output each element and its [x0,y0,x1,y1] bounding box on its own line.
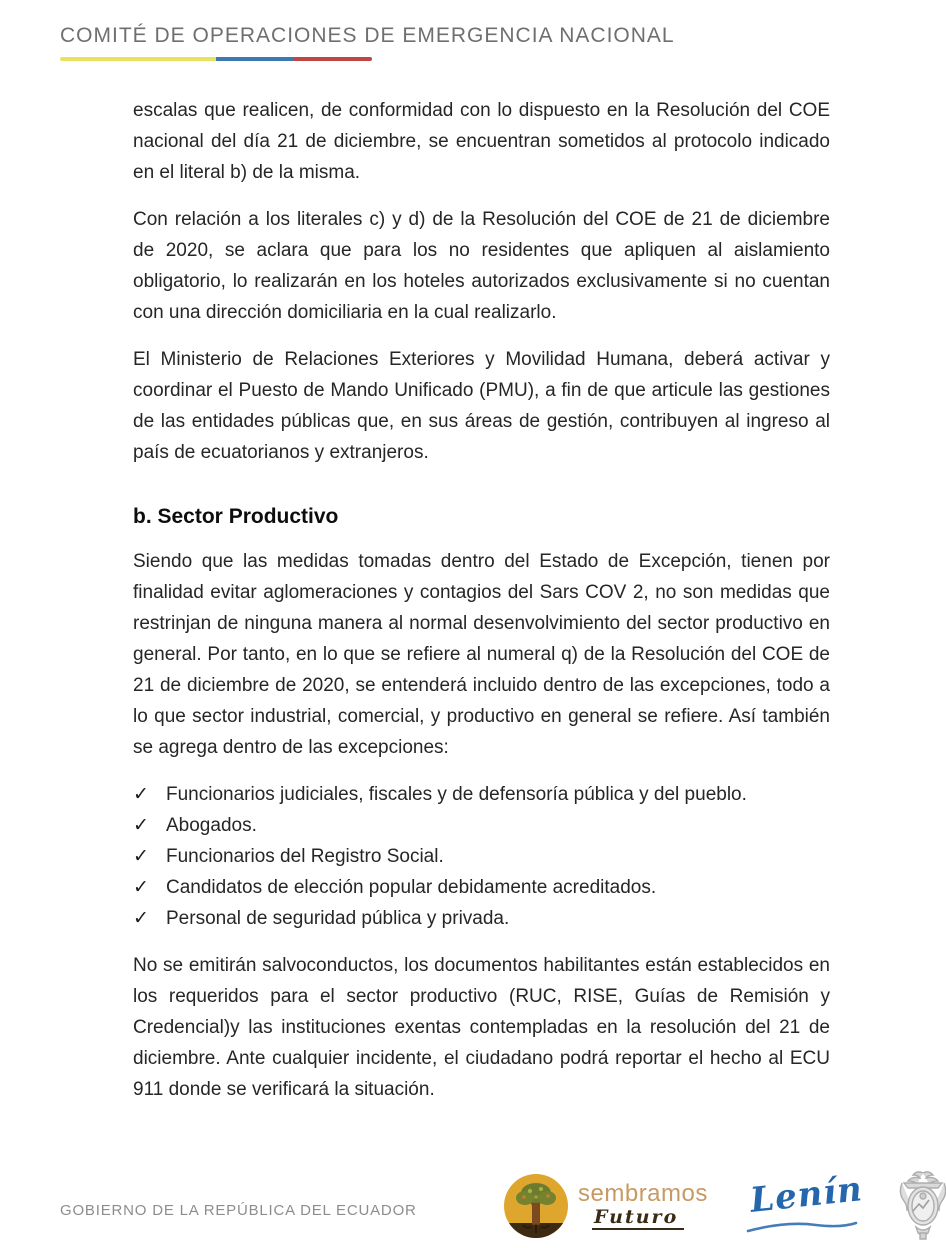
checklist-item [133,810,830,841]
page-header [60,24,675,61]
checklist-item [133,903,830,934]
lenin-signature-text: Lenín [748,1169,865,1221]
checkmark-icon: ✓ [133,815,149,836]
checklist-item-text: Abogados. [166,815,257,836]
checkmark-icon: ✓ [133,784,149,805]
flag-yellow-segment [60,57,216,61]
checklist-item [133,779,830,810]
flag-underline [60,57,372,61]
flag-red-segment [294,57,372,61]
checklist-item [133,841,830,872]
sembramos-word: sembramos [578,1180,708,1207]
sembramos-wordmark [578,1182,708,1230]
exceptions-checklist [133,779,830,934]
section-heading: b. Sector Productivo [133,505,339,528]
checklist-item-text: Funcionarios del Registro Social. [166,846,444,867]
sembramos-futuro-logo [503,1173,708,1239]
lenin-underline-swash [746,1217,858,1235]
paragraph-siendo: Siendo que las medidas tomadas dentro del Estado de Excepción, tienen por finalidad evitar aglomeraciones y contagios del Sars COV 2, no son medidas que restrinjan de ninguna manera al normal desenvolvimiento del sector productivo en general. Por tanto, en lo que se refiere al numeral q) de la Resolución del COE de 21 de diciembre de 2020, se entenderá incluido dentro de las excepciones, todo a lo que sector industrial, comercial, y productivo en general se refiere. Así también se agrega dentro de las excepciones: [133,551,830,758]
lenin-signature [748,1169,865,1237]
checklist-item-text: Funcionarios judiciales, fiscales y de defensoría pública y del pueblo. [166,784,747,805]
header-title: COMITÉ DE OPERACIONES DE EMERGENCIA NACIONAL [60,24,675,47]
checklist-item [133,872,830,903]
flag-blue-segment [216,57,294,61]
document-body [133,95,830,1121]
government-label: GOBIERNO DE LA REPÚBLICA DEL ECUADOR [60,1202,417,1219]
paragraph-ministerio: El Ministerio de Relaciones Exteriores y Movilidad Humana, deberá activar y coordinar el Puesto de Mando Unificado (PMU), a fin de que articule las gestiones de las entidades públicas que, en sus áreas de gestión, contribuyen al ingreso al país de ecuatorianos y extranjeros. [133,349,830,463]
ecuador-coat-of-arms-icon [894,1169,946,1243]
footer-logos [503,1166,946,1246]
checklist-item-text: Personal de seguridad pública y privada. [166,908,510,929]
checkmark-icon: ✓ [133,846,149,867]
paragraph-con-relacion: Con relación a los literales c) y d) de la Resolución del COE de 21 de diciembre de 2020, se aclara que para los no residentes que apliquen al aislamiento obligatorio, lo realizarán en los hoteles autorizados exclusivamente si no cuentan con una dirección domiciliaria en la cual realizarlo. [133,209,830,323]
checkmark-icon: ✓ [133,877,149,898]
checklist-item-text: Candidatos de elección popular debidamente acreditados. [166,877,657,898]
sembramos-tree-icon [503,1173,569,1239]
futuro-word: Futuro [592,1206,684,1230]
paragraph-salvoconductos: No se emitirán salvoconductos, los documentos habilitantes están establecidos en los requeridos para el sector productivo (RUC, RISE, Guías de Remisión y Credencial)y las instituciones exentas contempladas en la resolución del 21 de diciembre. Ante cualquier incidente, el ciudadano podrá reportar el hecho al ECU 911 donde se verificará la situación. [133,955,830,1100]
paragraph-escalas: escalas que realicen, de conformidad con lo dispuesto en la Resolución del COE nacional del día 21 de diciembre, se encuentran sometidos al protocolo indicado en el literal b) de la misma. [133,100,830,183]
checkmark-icon: ✓ [133,908,149,929]
